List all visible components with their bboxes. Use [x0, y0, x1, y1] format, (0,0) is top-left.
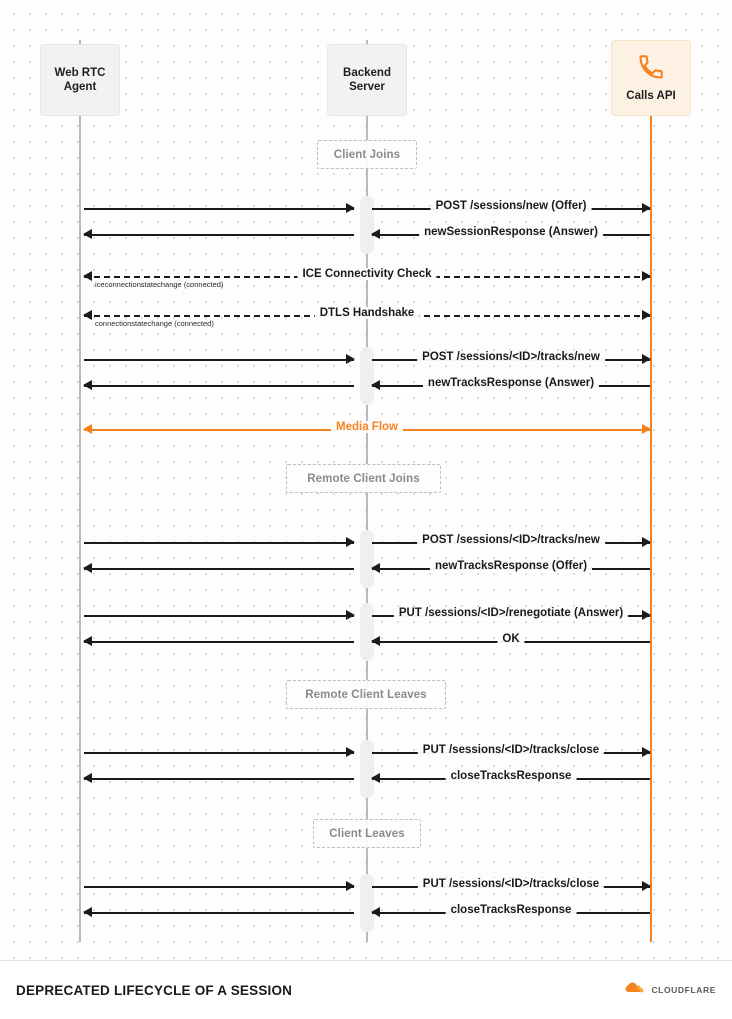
message-label: closeTracksResponse — [446, 770, 577, 782]
arrowhead-left-icon — [83, 310, 92, 320]
actor-calls-api-label: Calls API — [626, 90, 676, 102]
message-note: connectionstatechange (connected) — [95, 319, 214, 328]
message-line — [84, 542, 354, 544]
arrowhead-left-icon — [83, 271, 92, 281]
arrowhead-left-icon — [83, 907, 92, 917]
footer-title: DEPRECATED LIFECYCLE OF A SESSION — [16, 982, 293, 998]
message-line — [84, 359, 354, 361]
phase-client-leaves: Client Leaves — [313, 819, 421, 848]
actor-label-line: Backend — [343, 66, 391, 79]
arrowhead-left-icon — [371, 380, 380, 390]
arrowhead-left-icon — [371, 636, 380, 646]
arrowhead-left-icon — [83, 563, 92, 573]
message-label: PUT /sessions/<ID>/tracks/close — [418, 744, 604, 756]
arrowhead-left-icon — [371, 907, 380, 917]
actor-backend-server[interactable] — [327, 44, 407, 116]
message-line — [84, 234, 354, 236]
message-line — [84, 641, 354, 643]
arrowhead-left-icon — [371, 773, 380, 783]
actor-webrtc-agent-label — [55, 66, 106, 95]
arrowhead-right-icon — [346, 881, 355, 891]
message-label: closeTracksResponse — [446, 904, 577, 916]
message-label: PUT /sessions/<ID>/renegotiate (Answer) — [394, 607, 628, 619]
message-label: newSessionResponse (Answer) — [419, 226, 603, 238]
message-note: iceconnectionstatechange (connected) — [95, 280, 224, 289]
arrowhead-right-icon — [642, 203, 651, 213]
activation-bar — [360, 530, 374, 588]
phase-client-joins: Client Joins — [317, 140, 417, 169]
phone-icon — [637, 53, 665, 85]
arrowhead-right-icon — [346, 354, 355, 364]
arrowhead-right-icon — [346, 610, 355, 620]
message-line — [84, 752, 354, 754]
message-label: POST /sessions/new (Offer) — [431, 200, 592, 212]
arrowhead-right-icon — [642, 310, 651, 320]
arrowhead-right-icon — [346, 203, 355, 213]
activation-bar — [360, 603, 374, 661]
lifeline-calls-api — [650, 40, 652, 942]
arrowhead-right-icon — [642, 610, 651, 620]
activation-bar — [360, 740, 374, 798]
message-label: POST /sessions/<ID>/tracks/new — [417, 351, 605, 363]
actor-label-line: Server — [349, 81, 385, 93]
arrowhead-right-icon — [642, 537, 651, 547]
activation-bar — [360, 347, 374, 405]
arrowhead-right-icon — [642, 881, 651, 891]
arrowhead-left-icon — [83, 380, 92, 390]
cloudflare-logo-icon — [622, 981, 646, 999]
arrowhead-left-icon — [371, 563, 380, 573]
lifeline-webrtc-agent — [79, 40, 81, 942]
footer — [0, 961, 732, 1019]
arrowhead-left-icon — [83, 636, 92, 646]
activation-bar — [360, 196, 374, 254]
message-label: newTracksResponse (Offer) — [430, 560, 592, 572]
message-line — [84, 886, 354, 888]
phase-remote-client-leaves: Remote Client Leaves — [286, 680, 446, 709]
actor-label-line: Agent — [63, 81, 97, 93]
arrowhead-right-icon — [642, 354, 651, 364]
arrowhead-left-icon — [83, 424, 92, 434]
arrowhead-left-icon — [83, 229, 92, 239]
message-line — [84, 778, 354, 780]
activation-bar — [360, 874, 374, 932]
arrowhead-right-icon — [346, 537, 355, 547]
message-label: Media Flow — [331, 421, 403, 433]
message-line — [84, 208, 354, 210]
arrowhead-left-icon — [371, 229, 380, 239]
actor-webrtc-agent[interactable] — [40, 44, 120, 116]
message-line — [84, 568, 354, 570]
message-label: DTLS Handshake — [315, 307, 420, 319]
arrowhead-left-icon — [83, 773, 92, 783]
actor-label-line: Web RTC — [54, 66, 106, 79]
cloudflare-brand-name: CLOUDFLARE — [651, 985, 716, 995]
message-label: PUT /sessions/<ID>/tracks/close — [418, 878, 604, 890]
arrowhead-right-icon — [346, 747, 355, 757]
message-label: newTracksResponse (Answer) — [423, 377, 599, 389]
message-label: ICE Connectivity Check — [297, 268, 436, 280]
message-line — [84, 385, 354, 387]
actor-calls-api[interactable] — [611, 40, 691, 116]
message-label: OK — [497, 633, 524, 645]
arrowhead-right-icon — [642, 747, 651, 757]
cloudflare-brand — [622, 981, 716, 999]
arrowhead-right-icon — [642, 271, 651, 281]
message-label: POST /sessions/<ID>/tracks/new — [417, 534, 605, 546]
arrowhead-right-icon — [642, 424, 651, 434]
message-line — [84, 912, 354, 914]
message-line — [84, 615, 354, 617]
actor-backend-server-label — [343, 66, 391, 95]
phase-remote-client-joins: Remote Client Joins — [286, 464, 441, 493]
